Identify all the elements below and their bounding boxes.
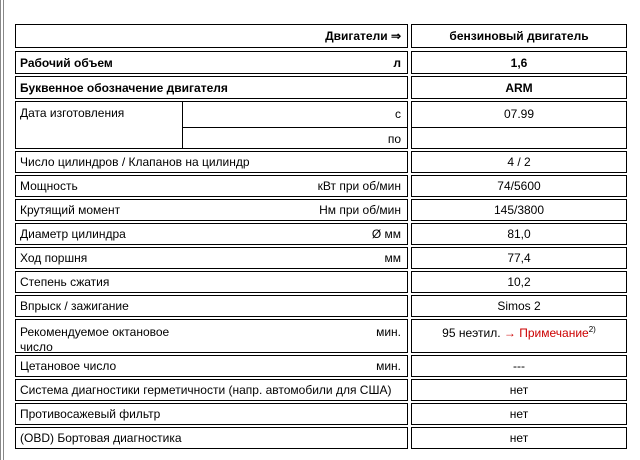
- injection-value: Simos 2: [497, 299, 541, 313]
- compression-row: [15, 271, 627, 293]
- soot-filter-label: Противосажевый фильтр: [20, 407, 161, 421]
- octane-value: 95 неэтил.: [442, 326, 501, 340]
- manufacture-row: [15, 101, 627, 149]
- octane-label: Рекомендуемое октановое число: [20, 325, 170, 354]
- displacement-unit: л: [393, 55, 401, 70]
- cetane-label: Цетановое число: [20, 359, 117, 373]
- engine-code-row: [15, 76, 627, 99]
- engines-label: Двигатели ⇒: [325, 29, 401, 43]
- manufacture-divider: [182, 102, 183, 148]
- left-frame-border: [0, 0, 4, 460]
- torque-row: [15, 199, 627, 221]
- leak-diag-value: нет: [509, 383, 529, 397]
- cylinders-row: [15, 151, 627, 173]
- engine-code-value: ARM: [505, 80, 533, 95]
- stroke-unit: мм: [384, 251, 401, 265]
- displacement-row: [15, 51, 627, 74]
- bore-unit: Ø мм: [371, 227, 401, 241]
- power-unit: кВт при об/мин: [317, 179, 401, 193]
- compression-value: 10,2: [507, 275, 531, 289]
- soot-filter-value: нет: [509, 407, 529, 421]
- manufacture-from-value: 07.99: [503, 107, 535, 121]
- leak-diag-row: [15, 379, 627, 401]
- octane-value-group: [412, 325, 626, 340]
- cylinders-value: 4 / 2: [507, 155, 531, 169]
- torque-unit: Нм при об/мин: [319, 203, 401, 217]
- cylinders-label: Число цилиндров / Клапанов на цилиндр: [20, 155, 250, 169]
- torque-value: 145/3800: [493, 203, 545, 217]
- manufacture-label: Дата изготовления: [20, 106, 125, 120]
- manufacture-from-label: с: [395, 107, 401, 121]
- bore-label: Диаметр цилиндра: [20, 227, 126, 241]
- stroke-row: [15, 247, 627, 269]
- bore-row: [15, 223, 627, 245]
- octane-note-link[interactable]: → Примечание: [503, 326, 589, 340]
- soot-filter-row: [15, 403, 627, 425]
- torque-label: Крутящий момент: [20, 203, 121, 217]
- injection-label: Впрыск / зажигание: [20, 299, 129, 313]
- cetane-row: [15, 355, 627, 377]
- cetane-value: ---: [513, 359, 525, 373]
- power-value: 74/5600: [497, 179, 541, 193]
- power-row: [15, 175, 627, 197]
- engine-spec-table: [15, 10, 627, 446]
- obd-value: нет: [509, 431, 529, 445]
- octane-row: [15, 319, 627, 353]
- displacement-value: 1,6: [510, 55, 528, 70]
- manufacture-to-label: по: [387, 132, 401, 146]
- leak-diag-label: Система диагностики герметичности (напр. автомобили для США): [20, 383, 392, 397]
- stroke-label: Ход поршня: [20, 251, 88, 265]
- power-label: Мощность: [20, 179, 78, 193]
- bore-value: 81,0: [507, 227, 531, 241]
- octane-unit: мин.: [376, 325, 401, 339]
- octane-note-sup: 2): [588, 325, 596, 334]
- stroke-value: 77,4: [507, 251, 531, 265]
- injection-row: [15, 295, 627, 317]
- engine-type: бензиновый двигатель: [449, 29, 589, 43]
- compression-label: Степень сжатия: [20, 275, 110, 289]
- header-row: [15, 24, 627, 48]
- engine-code-label: Буквенное обозначение двигателя: [20, 80, 228, 95]
- cetane-unit: мин.: [376, 359, 401, 373]
- obd-label: (OBD) Бортовая диагностика: [20, 431, 182, 445]
- obd-row: [15, 427, 627, 449]
- displacement-label: Рабочий объем: [20, 55, 113, 70]
